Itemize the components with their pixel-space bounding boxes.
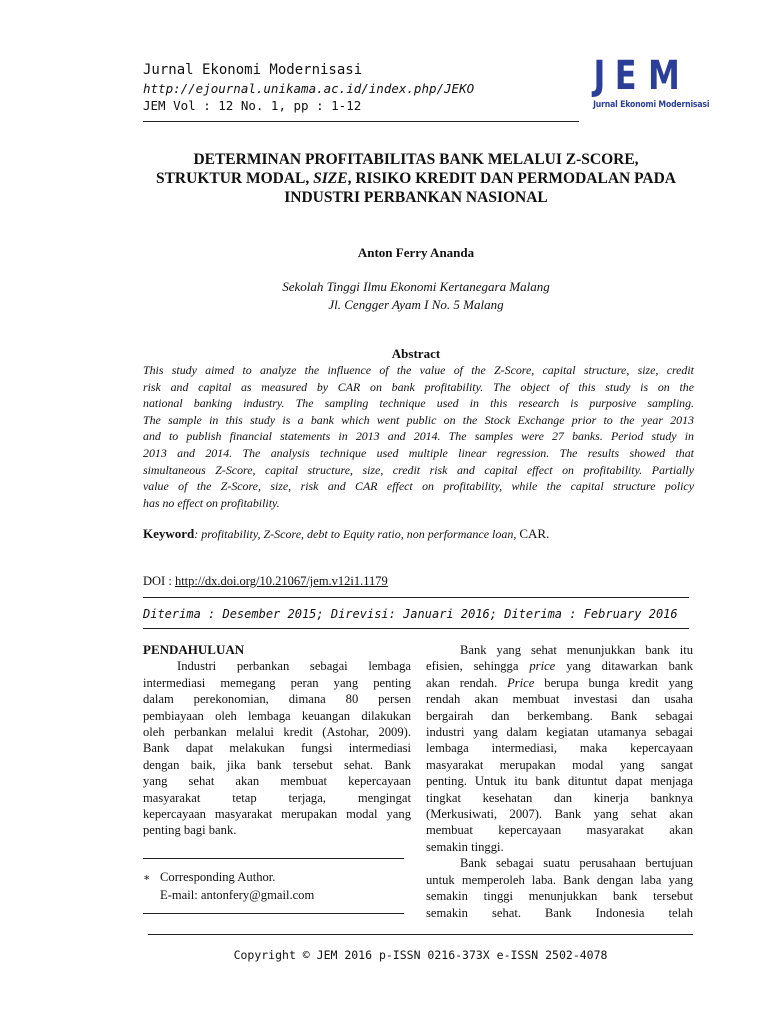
- body-line: Bank yang sehat menunjukkan bank itu: [460, 643, 693, 657]
- doi-label: DOI :: [143, 574, 175, 588]
- paper-title: [143, 150, 689, 207]
- logo-letter-m: M: [648, 53, 681, 99]
- affiliation-line-1: Sekolah Tinggi Ilmu Ekonomi Kertanegara Malang: [282, 279, 550, 294]
- body-line: penting. Untuk itu bank dituntut dapat menjaga: [426, 774, 693, 789]
- body-line: tingkat kesehatan dan kinerja banknya: [426, 790, 693, 805]
- body-line: membuat kepercayaan masyarakat akan: [426, 823, 693, 838]
- dates-rule-top: [143, 597, 689, 598]
- logo-letter-e: E: [614, 53, 637, 99]
- body-line: dalam perekonomian, dimana 80 persen: [143, 692, 411, 707]
- body-line: pembiayaan oleh lembaga keuangan dilakukan: [143, 708, 411, 723]
- abstract-line: 2013 and 2014. The analysis technique used multiple linear regression. The results showed that: [143, 445, 694, 460]
- title-line-2c: , RISIKO KREDIT DAN PERMODALAN PADA: [347, 170, 677, 187]
- body-fragment: berupa bunga kredit yang: [534, 675, 693, 690]
- abstract-line: This study aimed to analyze the influence of the value of the Z-Score, capital structure, size, credit: [143, 363, 694, 377]
- footnote-line-1: Corresponding Author.: [160, 870, 276, 884]
- abstract-line: The sample in this study is a bank which went public on the Stock Exchange prior to the year 2013: [143, 412, 694, 427]
- jem-logo: [586, 50, 710, 122]
- keywords: [143, 526, 549, 542]
- body-line: masyarakat tetap terjaga, mengingat: [143, 790, 411, 805]
- submission-dates: Diterima : Desember 2015; Direvisi: Januari 2016; Diterima : February 2016: [143, 607, 678, 621]
- footnote-marker: ∗: [143, 872, 151, 884]
- body-fragment: yang ditawarkan bank: [555, 659, 693, 674]
- abstract-line: simultaneous Z-Score, capital structure, size, credit risk and capital effect on profitability. Partially: [143, 462, 694, 477]
- price-term: Price: [507, 675, 535, 690]
- body-line: semakin tinggi.: [426, 839, 504, 854]
- doi: [143, 574, 388, 589]
- body-line: Industri perbankan sebagai lembaga: [177, 659, 411, 674]
- footnote-rule: [143, 858, 404, 859]
- dates-rule-bottom: [143, 628, 689, 629]
- body-line: kepercayaan masyarakat merupakan modal yang: [143, 807, 411, 822]
- logo-subtitle: Jurnal Ekonomi Modernisasi: [593, 100, 710, 110]
- abstract-line: risk and capital as measured by CAR on bank profitability. The object of this study is on the: [143, 379, 694, 394]
- title-size-term: SIZE: [313, 170, 348, 187]
- author-name: Anton Ferry Ananda: [357, 245, 475, 260]
- body-line: intermediasi memegang peran yang penting: [143, 675, 411, 690]
- section-heading: PENDAHULUAN: [143, 642, 245, 657]
- journal-url[interactable]: http://ejournal.unikama.ac.id/index.php/JEKO: [143, 81, 475, 96]
- body-line: masyarakat merupakan modal yang sangat: [426, 757, 693, 772]
- body-line: [426, 675, 693, 691]
- column-rule: [143, 913, 404, 914]
- title-line-3: INDUSTRI PERBANKAN NASIONAL: [284, 189, 548, 206]
- body-line: bergairah dan berkembang. Bank sebagai: [426, 708, 693, 723]
- copyright-footer: Copyright © JEM 2016 p-ISSN 0216-373X e-ISSN 2502-4078: [233, 948, 608, 962]
- body-line: semakin sehat. Bank Indonesia telah: [426, 905, 693, 920]
- body-line: dengan baik, jika bank tersebut sehat. Bank: [143, 757, 411, 772]
- keyword-label: Keyword: [143, 526, 195, 541]
- doi-link[interactable]: http://dx.doi.org/10.21067/jem.v12i1.1179: [174, 574, 388, 588]
- title-line-2a: STRUKTUR MODAL,: [155, 170, 314, 187]
- affiliation-line-2: Jl. Cengger Ayam I No. 5 Malang: [328, 297, 504, 312]
- body-line: semakin tinggi menunjukkan bank tersebut: [426, 889, 693, 904]
- abstract-line: value of the Z-Score, size, risk and CAR effect on profitability, while the capital structure policy: [143, 479, 694, 494]
- abstract-line: has no effect on profitability.: [143, 495, 280, 510]
- body-line: yang sehat akan membuat kepercayaan: [143, 774, 411, 789]
- abstract-line: and to publish financial statements in 2013 and 2014. The samples were 27 banks. Period study in: [143, 429, 694, 444]
- body-line: rendah akan membuat investasi dan usaha: [426, 692, 693, 707]
- right-column: [426, 642, 693, 921]
- corresponding-author-footnote: [143, 869, 314, 903]
- journal-name: Jurnal Ekonomi Modernisasi: [143, 62, 363, 78]
- title-line-1: DETERMINAN PROFITABILITAS BANK MELALUI Z-SCORE,: [193, 151, 639, 168]
- body-line: lembaga intermediasi, maka kepercayaan: [426, 741, 693, 756]
- body-line: oleh perbankan melalui kredit (Astohar, 2009).: [143, 725, 411, 740]
- title-line-2: [143, 169, 689, 188]
- keyword-terms: : profitability, Z-Score, debt to Equity ratio, non performance loan,: [194, 527, 520, 541]
- body-line: Bank sebagai suatu perusahaan bertujuan: [460, 856, 693, 871]
- body-fragment: efisien, sehingga: [426, 659, 530, 674]
- body-line: untuk memperoleh laba. Bank dengan laba yang: [426, 872, 693, 887]
- logo-letters: [592, 50, 684, 102]
- left-column: [143, 642, 411, 839]
- header-rule: [143, 121, 579, 122]
- abstract-body: [143, 362, 694, 511]
- logo-letter-j: J: [593, 53, 606, 99]
- abstract-heading: Abstract: [391, 346, 441, 361]
- author-email[interactable]: E-mail: antonfery@gmail.com: [160, 887, 315, 902]
- price-term: price: [529, 659, 556, 674]
- journal-volume: JEM Vol : 12 No. 1, pp : 1-12: [143, 98, 362, 113]
- body-fragment: akan rendah.: [426, 675, 508, 690]
- abstract-line: national banking industry. The sampling technique used in this research is purposive sampling.: [143, 396, 694, 411]
- keyword-last: CAR.: [519, 526, 550, 541]
- body-line: Bank dapat melakukan fungsi intermediasi: [143, 741, 411, 756]
- body-line: penting bagi bank.: [143, 823, 237, 838]
- body-line: (Merkusiwati, 2007). Bank yang sehat akan: [426, 807, 693, 822]
- body-line: [426, 658, 693, 674]
- footer-rule: [148, 934, 693, 935]
- author-affiliation: [143, 278, 689, 314]
- body-line: industri yang dalam kegiatan utamanya sebagai: [426, 725, 693, 740]
